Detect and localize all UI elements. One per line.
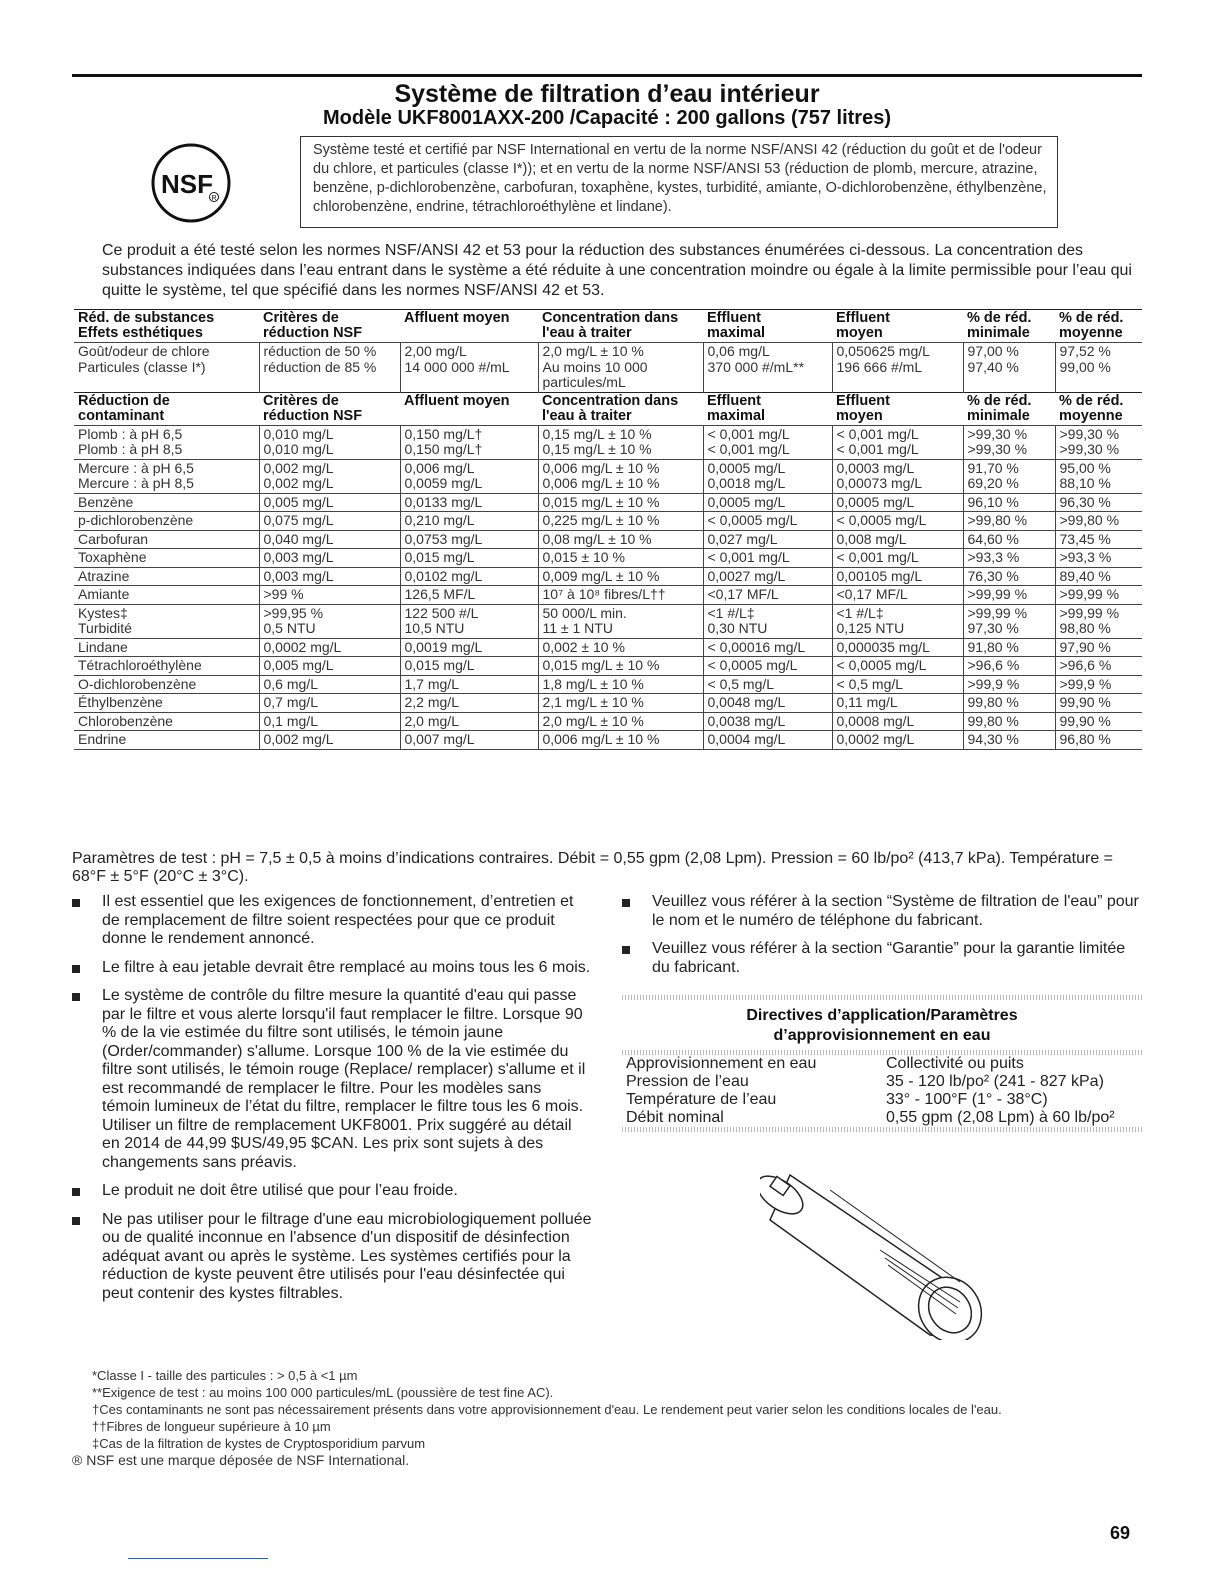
table-cell: 0,0005 mg/L 0,0018 mg/L — [703, 459, 832, 493]
table-cell: 0,005 mg/L — [259, 493, 400, 512]
table-cell: O-dichlorobenzène — [74, 675, 259, 694]
table-row — [74, 694, 1142, 713]
table-cell: >93,3 % — [1055, 549, 1142, 568]
table-cell: Amiante — [74, 586, 259, 605]
table-cell: 0,08 mg/L ± 10 % — [538, 530, 703, 549]
table-cell: 0,006 mg/L ± 10 % — [538, 731, 703, 750]
table-row — [74, 512, 1142, 531]
directives-title: Directives d’application/Paramètres d’approvisionnement en eau — [746, 1007, 1018, 1044]
table-row — [74, 567, 1142, 586]
table-cell: < 0,0005 mg/L — [703, 657, 832, 676]
table-row — [74, 459, 1142, 493]
table-cell: Lindane — [74, 638, 259, 657]
bullet-square-icon — [72, 965, 80, 973]
table-cell: 0,002 ± 10 % — [538, 638, 703, 657]
table-cell: 0,1 mg/L — [259, 712, 400, 731]
table-cell: 0,015 ± 10 % — [538, 549, 703, 568]
table-header-row — [74, 310, 1142, 343]
footnote: *Classe I - taille des particules : > 0,5 à <1 µm — [92, 1368, 358, 1383]
table-cell: < 0,001 mg/L < 0,001 mg/L — [703, 425, 832, 459]
table-cell: 91,70 % 69,20 % — [963, 459, 1055, 493]
table-cell: >99,95 % 0,5 NTU — [259, 604, 400, 638]
table-row — [74, 638, 1142, 657]
table-cell: p-dichlorobenzène — [74, 512, 259, 531]
table-row — [74, 586, 1142, 605]
table-cell: 0,210 mg/L — [400, 512, 538, 531]
table-cell: 0,0019 mg/L — [400, 638, 538, 657]
table-cell: 0,015 mg/L ± 10 % — [538, 657, 703, 676]
footnote: **Exigence de test : au moins 100 000 particules/mL (poussière de test fine AC). — [92, 1385, 554, 1400]
table-header-cell: Réduction de contaminant — [74, 392, 259, 425]
table-cell: 94,30 % — [963, 731, 1055, 750]
table-cell: < 0,5 mg/L — [832, 675, 963, 694]
table-cell: < 0,00016 mg/L — [703, 638, 832, 657]
table-cell: >93,3 % — [963, 549, 1055, 568]
bullet-square-icon — [72, 899, 80, 907]
table-row — [74, 530, 1142, 549]
table-cell: Plomb : à pH 6,5 Plomb : à pH 8,5 — [74, 425, 259, 459]
table-cell: >99,99 % — [963, 586, 1055, 605]
table-cell: Mercure : à pH 6,5 Mercure : à pH 8,5 — [74, 459, 259, 493]
table-cell: <1 #/L‡ 0,30 NTU — [703, 604, 832, 638]
intro-paragraph: Ce produit a été testé selon les normes NSF/ANSI 42 et 53 pour la réduction des substances énumérées ci-dessous. La concentration des substances indiquées dans l’eau entrant dans le système a été réduite à une concentration moindre ou égale à la limite permissible pour l’eau qui quitte le système, tel que spécifié dans les normes NSF/ANSI 42 et 53. — [102, 242, 1132, 299]
hatch-divider — [622, 1127, 1142, 1132]
table-cell: 0,225 mg/L ± 10 % — [538, 512, 703, 531]
table-cell: 0,010 mg/L 0,010 mg/L — [259, 425, 400, 459]
table-cell: 1,8 mg/L ± 10 % — [538, 675, 703, 694]
table-cell: >99,80 % — [1055, 512, 1142, 531]
table-header-cell: Effluent moyen — [832, 310, 963, 343]
table-cell: 95,00 % 88,10 % — [1055, 459, 1142, 493]
footnotes — [72, 1367, 1142, 1469]
table-header-cell: % de réd. minimale — [963, 310, 1055, 343]
table-header-cell: Réd. de substances Effets esthétiques — [74, 310, 259, 343]
table-cell: < 0,001 mg/L < 0,001 mg/L — [832, 425, 963, 459]
table-cell: 0,000035 mg/L — [832, 638, 963, 657]
table-cell: 0,0038 mg/L — [703, 712, 832, 731]
table-cell: 99,80 % — [963, 694, 1055, 713]
table-cell: 0,008 mg/L — [832, 530, 963, 549]
table-cell: 0,050625 mg/L 196 666 #/mL — [832, 343, 963, 393]
table-header-cell: Effluent maximal — [703, 392, 832, 425]
table-cell: >99,30 % >99,30 % — [1055, 425, 1142, 459]
footnote: ††Fibres de longueur supérieure à 10 µm — [92, 1419, 331, 1434]
svg-text:R: R — [211, 195, 217, 202]
table-cell: 0,003 mg/L — [259, 567, 400, 586]
table-cell: 96,10 % — [963, 493, 1055, 512]
page-number: 69 — [1110, 1523, 1131, 1543]
page-title: Système de filtration d’eau intérieur — [394, 80, 820, 108]
table-cell: >99,99 % — [1055, 586, 1142, 605]
right-bullet-list — [622, 893, 1142, 987]
table-header-cell: % de réd. moyenne — [1055, 310, 1142, 343]
performance-table — [74, 309, 1142, 750]
table-cell: Carbofuran — [74, 530, 259, 549]
table-row — [74, 712, 1142, 731]
table-cell: >99,9 % — [1055, 675, 1142, 694]
table-cell: 0,015 mg/L — [400, 657, 538, 676]
table-cell: >99,80 % — [963, 512, 1055, 531]
table-cell: 0,006 mg/L 0,0059 mg/L — [400, 459, 538, 493]
table-cell: < 0,001 mg/L — [703, 549, 832, 568]
table-cell: 89,40 % — [1055, 567, 1142, 586]
table-cell: 0,0004 mg/L — [703, 731, 832, 750]
top-rule — [72, 74, 1142, 77]
trademark-note: ® NSF est une marque déposée de NSF International. — [72, 1452, 410, 1468]
table-cell: 0,075 mg/L — [259, 512, 400, 531]
table-cell: >99 % — [259, 586, 400, 605]
table-cell: 2,0 mg/L — [400, 712, 538, 731]
table-cell: 96,80 % — [1055, 731, 1142, 750]
table-row — [74, 493, 1142, 512]
table-cell: 99,90 % — [1055, 712, 1142, 731]
table-cell: 0,015 mg/L ± 10 % — [538, 493, 703, 512]
table-cell: Atrazine — [74, 567, 259, 586]
table-cell: 73,45 % — [1055, 530, 1142, 549]
water-filter-illustration — [760, 1150, 1010, 1345]
table-cell: 2,1 mg/L ± 10 % — [538, 694, 703, 713]
table-cell: 0,0102 mg/L — [400, 567, 538, 586]
table-cell: < 0,0005 mg/L — [703, 512, 832, 531]
table-cell: 0,003 mg/L — [259, 549, 400, 568]
table-row — [74, 604, 1142, 638]
table-cell: Kystes‡ Turbidité — [74, 604, 259, 638]
certification-box: Système testé et certifié par NSF International en vertu de la norme NSF/ANSI 42 (réduction du goût et de l'odeur du chlore, et particules (classe I*)); et en vertu de la norme NSF/ANSI 53 (réduction de plomb, mercure, atrazine, benzène, p-dichlorobenzène, carbofuran, toxaphène, kystes, turbidité, amiante, O-dichlorobenzène, éthylbenzène, chlorobenzène, endrine, tétrachloroéthylène et lindane). — [300, 136, 1058, 228]
table-cell: 99,80 % — [963, 712, 1055, 731]
table-cell: Chlorobenzène — [74, 712, 259, 731]
table-cell: 10⁷ à 10⁸ fibres/L†† — [538, 586, 703, 605]
directive-row: Pression de l’eau 35 - 120 lb/po² (241 - 827 kPa) — [626, 1073, 1104, 1090]
directive-row: Débit nominal 0,55 gpm (2,08 Lpm) à 60 lb/po² — [626, 1109, 1115, 1126]
table-cell: >96,6 % — [963, 657, 1055, 676]
table-cell: 0,15 mg/L ± 10 % 0,15 mg/L ± 10 % — [538, 425, 703, 459]
table-header-cell: % de réd. minimale — [963, 392, 1055, 425]
table-cell: < 0,0005 mg/L — [832, 512, 963, 531]
table-cell: 0,00105 mg/L — [832, 567, 963, 586]
bullet-item: Le système de contrôle du filtre mesure la quantité d'eau qui passe par le filtre et vous alerte lorsqu'il faut remplacer le filtre. Lorsque 90 % de la vie estimée du filtre sont utilisés, le témoin jaune (Order/commander) s'allume. Lorsque 100 % de la vie estimée du filtre sont utilisés, le témoin rouge (Replace/ remplacer) s'allume et il est recommandé de remplacer le filtre. Pour les modèles sans témoin lumineux de l’état du filtre, remplacer le filtre tous les 6 mois. Utiliser un filtre de remplacement UKF8001. Prix suggéré au détail en 2014 de 44,99 $US/49,95 $CAN. Les prix sont sujets à des changements sans préavis. — [72, 987, 592, 1172]
table-header-cell: % de réd. moyenne — [1055, 392, 1142, 425]
table-row — [74, 425, 1142, 459]
table-cell: Benzène — [74, 493, 259, 512]
bullet-item: Ne pas utiliser pour le filtrage d'une eau microbiologiquement polluée ou de qualité inconnue en l'absence d'un dispositif de désinfection adéquat avant ou après le système. Les systèmes certifiés pour la réduction de kyste peuvent être utilisés pour l'eau désinfectée qui peut contenir des kystes filtrables. — [72, 1211, 592, 1304]
directives-box — [622, 995, 1142, 1132]
table-cell: 99,90 % — [1055, 694, 1142, 713]
table-header-cell: Effluent maximal — [703, 310, 832, 343]
bullet-item: Veuillez vous référer à la section “Garantie” pour la garantie limitée du fabricant. — [622, 940, 1142, 977]
table-header-cell: Effluent moyen — [832, 392, 963, 425]
table-cell: 64,60 % — [963, 530, 1055, 549]
table-cell: 76,30 % — [963, 567, 1055, 586]
page-subtitle: Modèle UKF8001AXX-200 /Capacité : 200 gallons (757 litres) — [323, 107, 891, 129]
table-cell: 0,06 mg/L 370 000 #/mL** — [703, 343, 832, 393]
table-header-cell: Affluent moyen — [400, 310, 538, 343]
bullet-item: Le produit ne doit être utilisé que pour l’eau froide. — [72, 1182, 592, 1201]
table-header-cell: Affluent moyen — [400, 392, 538, 425]
table-cell: >99,99 % 98,80 % — [1055, 604, 1142, 638]
table-header-cell: Concentration dans l'eau à traiter — [538, 310, 703, 343]
table-cell: 0,0002 mg/L — [259, 638, 400, 657]
table-cell: 0,002 mg/L — [259, 731, 400, 750]
test-parameters: Paramètres de test : pH = 7,5 ± 0,5 à moins d’indications contraires. Débit = 0,55 gpm (2,08 Lpm). Pression = 60 lb/po² (413,7 kPa). Température = 68°F ± 5°F (20°C ± 3°C). — [72, 850, 1114, 885]
table-cell: 0,040 mg/L — [259, 530, 400, 549]
table-cell: Tétrachloroéthylène — [74, 657, 259, 676]
bottom-link-rule — [128, 1558, 268, 1559]
table-cell: < 0,001 mg/L — [832, 549, 963, 568]
table-cell: 0,006 mg/L ± 10 % 0,006 mg/L ± 10 % — [538, 459, 703, 493]
table-cell: Goût/odeur de chlore Particules (classe I*) — [74, 343, 259, 393]
bullet-square-icon — [72, 1188, 80, 1196]
table-cell: <0,17 MF/L — [703, 586, 832, 605]
table-cell: 50 000/L min. 11 ± 1 NTU — [538, 604, 703, 638]
directive-row: Température de l’eau 33° - 100°F (1° - 38°C) — [626, 1091, 1048, 1108]
table-cell: <1 #/L‡ 0,125 NTU — [832, 604, 963, 638]
table-cell: 126,5 MF/L — [400, 586, 538, 605]
table-cell: 0,0003 mg/L 0,00073 mg/L — [832, 459, 963, 493]
table-cell: 0,0048 mg/L — [703, 694, 832, 713]
table-cell: 0,0005 mg/L — [703, 493, 832, 512]
table-cell: 0,0753 mg/L — [400, 530, 538, 549]
bullet-item: Le filtre à eau jetable devrait être remplacé au moins tous les 6 mois. — [72, 959, 592, 978]
table-cell: < 0,0005 mg/L — [832, 657, 963, 676]
table-cell: 0,6 mg/L — [259, 675, 400, 694]
table-cell: 2,00 mg/L 14 000 000 #/mL — [400, 343, 538, 393]
table-cell: >99,9 % — [963, 675, 1055, 694]
table-cell: 0,009 mg/L ± 10 % — [538, 567, 703, 586]
bullet-item: Veuillez vous référer à la section “Système de filtration de l'eau” pour le nom et le numéro de téléphone du fabricant. — [622, 893, 1142, 930]
table-cell: 122 500 #/L 10,5 NTU — [400, 604, 538, 638]
table-cell: 0,0133 mg/L — [400, 493, 538, 512]
directive-row: Approvisionnement en eau Collectivité ou puits — [626, 1055, 1024, 1072]
table-cell: 2,0 mg/L ± 10 % — [538, 712, 703, 731]
table-cell: 97,52 % 99,00 % — [1055, 343, 1142, 393]
table-header-cell: Concentration dans l'eau à traiter — [538, 392, 703, 425]
table-cell: 0,002 mg/L 0,002 mg/L — [259, 459, 400, 493]
table-row — [74, 343, 1142, 393]
bullet-square-icon — [72, 1217, 80, 1225]
bullet-item: Il est essentiel que les exigences de fonctionnement, d’entretien et de remplacement de filtre soient respectées pour que ce produit donne le rendement annoncé. — [72, 893, 592, 949]
table-cell: <0,17 MF/L — [832, 586, 963, 605]
table-cell: 0,007 mg/L — [400, 731, 538, 750]
nsf-logo — [150, 142, 232, 229]
table-header-row — [74, 392, 1142, 425]
bullet-square-icon — [622, 946, 630, 954]
table-cell: Toxaphène — [74, 549, 259, 568]
table-cell: 96,30 % — [1055, 493, 1142, 512]
table-cell: 0,005 mg/L — [259, 657, 400, 676]
table-cell: 0,11 mg/L — [832, 694, 963, 713]
table-row — [74, 549, 1142, 568]
table-cell: 0,015 mg/L — [400, 549, 538, 568]
table-cell: 0,027 mg/L — [703, 530, 832, 549]
table-header-cell: Critères de réduction NSF — [259, 392, 400, 425]
table-cell: 0,7 mg/L — [259, 694, 400, 713]
table-row — [74, 675, 1142, 694]
table-cell: 2,0 mg/L ± 10 % Au moins 10 000 particules/mL — [538, 343, 703, 393]
table-cell: >99,99 % 97,30 % — [963, 604, 1055, 638]
table-cell: réduction de 50 % réduction de 85 % — [259, 343, 400, 393]
table-cell: < 0,5 mg/L — [703, 675, 832, 694]
table-cell: 1,7 mg/L — [400, 675, 538, 694]
table-cell: 0,0005 mg/L — [832, 493, 963, 512]
table-cell: 97,90 % — [1055, 638, 1142, 657]
table-cell: >96,6 % — [1055, 657, 1142, 676]
bullet-square-icon — [622, 899, 630, 907]
table-row — [74, 731, 1142, 750]
table-cell: 0,0008 mg/L — [832, 712, 963, 731]
table-cell: Endrine — [74, 731, 259, 750]
table-cell: 0,0002 mg/L — [832, 731, 963, 750]
table-cell: Éthylbenzène — [74, 694, 259, 713]
table-cell: 0,150 mg/L† 0,150 mg/L† — [400, 425, 538, 459]
nsf-logo-text: NSF — [161, 169, 213, 199]
left-bullet-list — [72, 893, 592, 1313]
table-row — [74, 657, 1142, 676]
footnote: †Ces contaminants ne sont pas nécessairement présents dans votre approvisionnement d'eau. Le rendement peut varier selon les conditions locales de l'eau. — [92, 1402, 1002, 1417]
table-cell: >99,30 % >99,30 % — [963, 425, 1055, 459]
table-cell: 91,80 % — [963, 638, 1055, 657]
footnote: ‡Cas de la filtration de kystes de Cryptosporidium parvum — [92, 1436, 426, 1451]
table-cell: 97,00 % 97,40 % — [963, 343, 1055, 393]
bullet-square-icon — [72, 993, 80, 1001]
table-cell: 2,2 mg/L — [400, 694, 538, 713]
table-cell: 0,0027 mg/L — [703, 567, 832, 586]
table-header-cell: Critères de réduction NSF — [259, 310, 400, 343]
